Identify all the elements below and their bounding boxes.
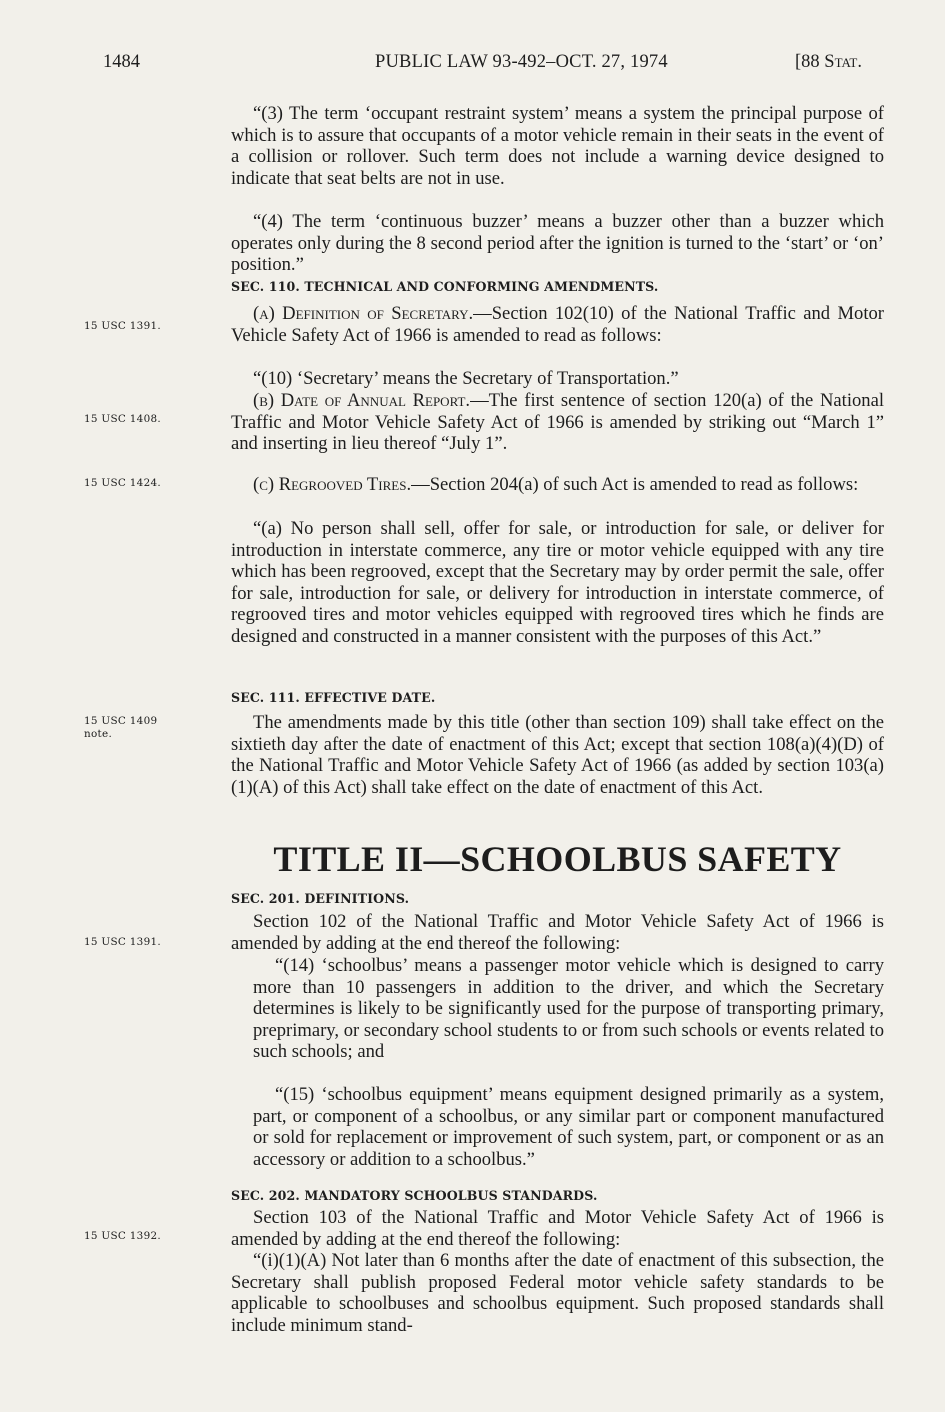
subsection-lead: (b) Date of Annual Report.: [253, 390, 471, 411]
title-heading: TITLE II—SCHOOLBUS SAFETY: [273, 839, 842, 879]
paragraph-def-10: “(10) ‘Secretary’ means the Secretary of Transportation.”: [253, 368, 679, 389]
margin-note: 15 USC 1391.: [84, 320, 161, 332]
paragraph-def-14: “(14) ‘schoolbus’ means a passenger motor vehicle which is designed to carry more than 10 passengers in addition to the driver, and which the Secretary determines is likely to be significantly used for the purpose of transporting primary, preprimary, or secondary school students to or from such schools or events related to such schools; and: [253, 955, 884, 1063]
subsection-lead: (c) Regrooved Tires.: [253, 474, 412, 495]
running-header: [0, 52, 945, 80]
paragraph-def-4: “(4) The term ‘continuous buzzer’ means a buzzer other than a buzzer which operates only during the 8 second period after the ignition is turned to the ‘start’ or ‘on’ position.”: [231, 211, 884, 276]
paragraph-204a: “(a) No person shall sell, offer for sale, or introduction for sale, or deliver for introduction in interstate commerce, any tire or motor vehicle equipped with any tire which has been regrooved, except that the Secretary may by order permit the sale, offer for sale, introduction for sale, or delivery for introduction in interstate commerce, of regrooved tires and motor vehicles equipped with regrooved tires which he finds are designed and constructed in a manner consistent with the purposes of this Act.”: [231, 518, 884, 647]
statute-reference: [88 Stat.: [795, 52, 862, 72]
subsection-text: —Section 102(10) of the National Traffic and Motor Vehicle Safety Act of 1966 is amended to read as follows:: [231, 303, 884, 346]
section-heading-110: SEC. 110. TECHNICAL AND CONFORMING AMENDMENTS.: [231, 279, 659, 294]
paragraph-110a: [231, 303, 884, 346]
paragraph-202: Section 103 of the National Traffic and Motor Vehicle Safety Act of 1966 is amended by adding at the end thereof the following:: [231, 1207, 884, 1250]
running-title: PUBLIC LAW 93-492–OCT. 27, 1974: [375, 52, 668, 72]
subsection-lead: (a) Definition of Secretary.: [253, 303, 474, 324]
paragraph-110c: [231, 474, 884, 496]
margin-note: 15 USC 1392.: [84, 1230, 161, 1242]
paragraph-103i: “(i)(1)(A) Not later than 6 months after the date of enactment of this subsection, the Secretary shall publish proposed Federal motor vehicle safety standards to be applicable to schoolbuses and schoolbus equipment. Such proposed standards shall include minimum stand-: [231, 1250, 884, 1336]
margin-note: 15 USC 1408.: [84, 413, 161, 425]
paragraph-def-3: “(3) The term ‘occupant restraint system’ means a system the principal purpose of which is to assure that occupants of a motor vehicle remain in their seats in the event of a collision or rollover. Such term does not include a warning device designed to indicate that seat belts are not in use.: [231, 103, 884, 189]
subsection-text: —Section 204(a) of such Act is amended to read as follows:: [411, 474, 859, 495]
paragraph-201: Section 102 of the National Traffic and Motor Vehicle Safety Act of 1966 is amended by adding at the end thereof the following:: [231, 911, 884, 954]
margin-note: 15 USC 1391.: [84, 936, 161, 948]
page-number: 1484: [103, 52, 140, 72]
margin-note: 15 USC 1409: [84, 715, 158, 727]
section-heading-111: SEC. 111. EFFECTIVE DATE.: [231, 690, 436, 705]
paragraph-def-15: “(15) ‘schoolbus equipment’ means equipment designed primarily as a system, part, or component of a schoolbus, or any similar part or component manufactured or sold for replacement or improvement of such system, part, or component or as an accessory or addition to a schoolbus.”: [253, 1084, 884, 1170]
paragraph-effective-date: The amendments made by this title (other than section 109) shall take effect on the sixtieth day after the date of enactment of this Act; except that section 108(a)(4)(D) of the National Traffic and Motor Vehicle Safety Act of 1966 (as added by section 103(a)(1)(A) of this Act) shall take effect on the date of enactment of this Act.: [231, 712, 884, 798]
margin-note: 15 USC 1424.: [84, 477, 161, 489]
paragraph-110b: [231, 390, 884, 455]
subsection-text: —The first sentence of section 120(a) of the National Traffic and Motor Vehicle Safety Act of 1966 is amended by striking out “March 1” and inserting in lieu thereof “July 1”.: [231, 390, 885, 455]
margin-note: note.: [84, 728, 113, 740]
section-heading-201: SEC. 201. DEFINITIONS.: [231, 891, 410, 906]
section-heading-202: SEC. 202. MANDATORY SCHOOLBUS STANDARDS.: [231, 1188, 598, 1203]
